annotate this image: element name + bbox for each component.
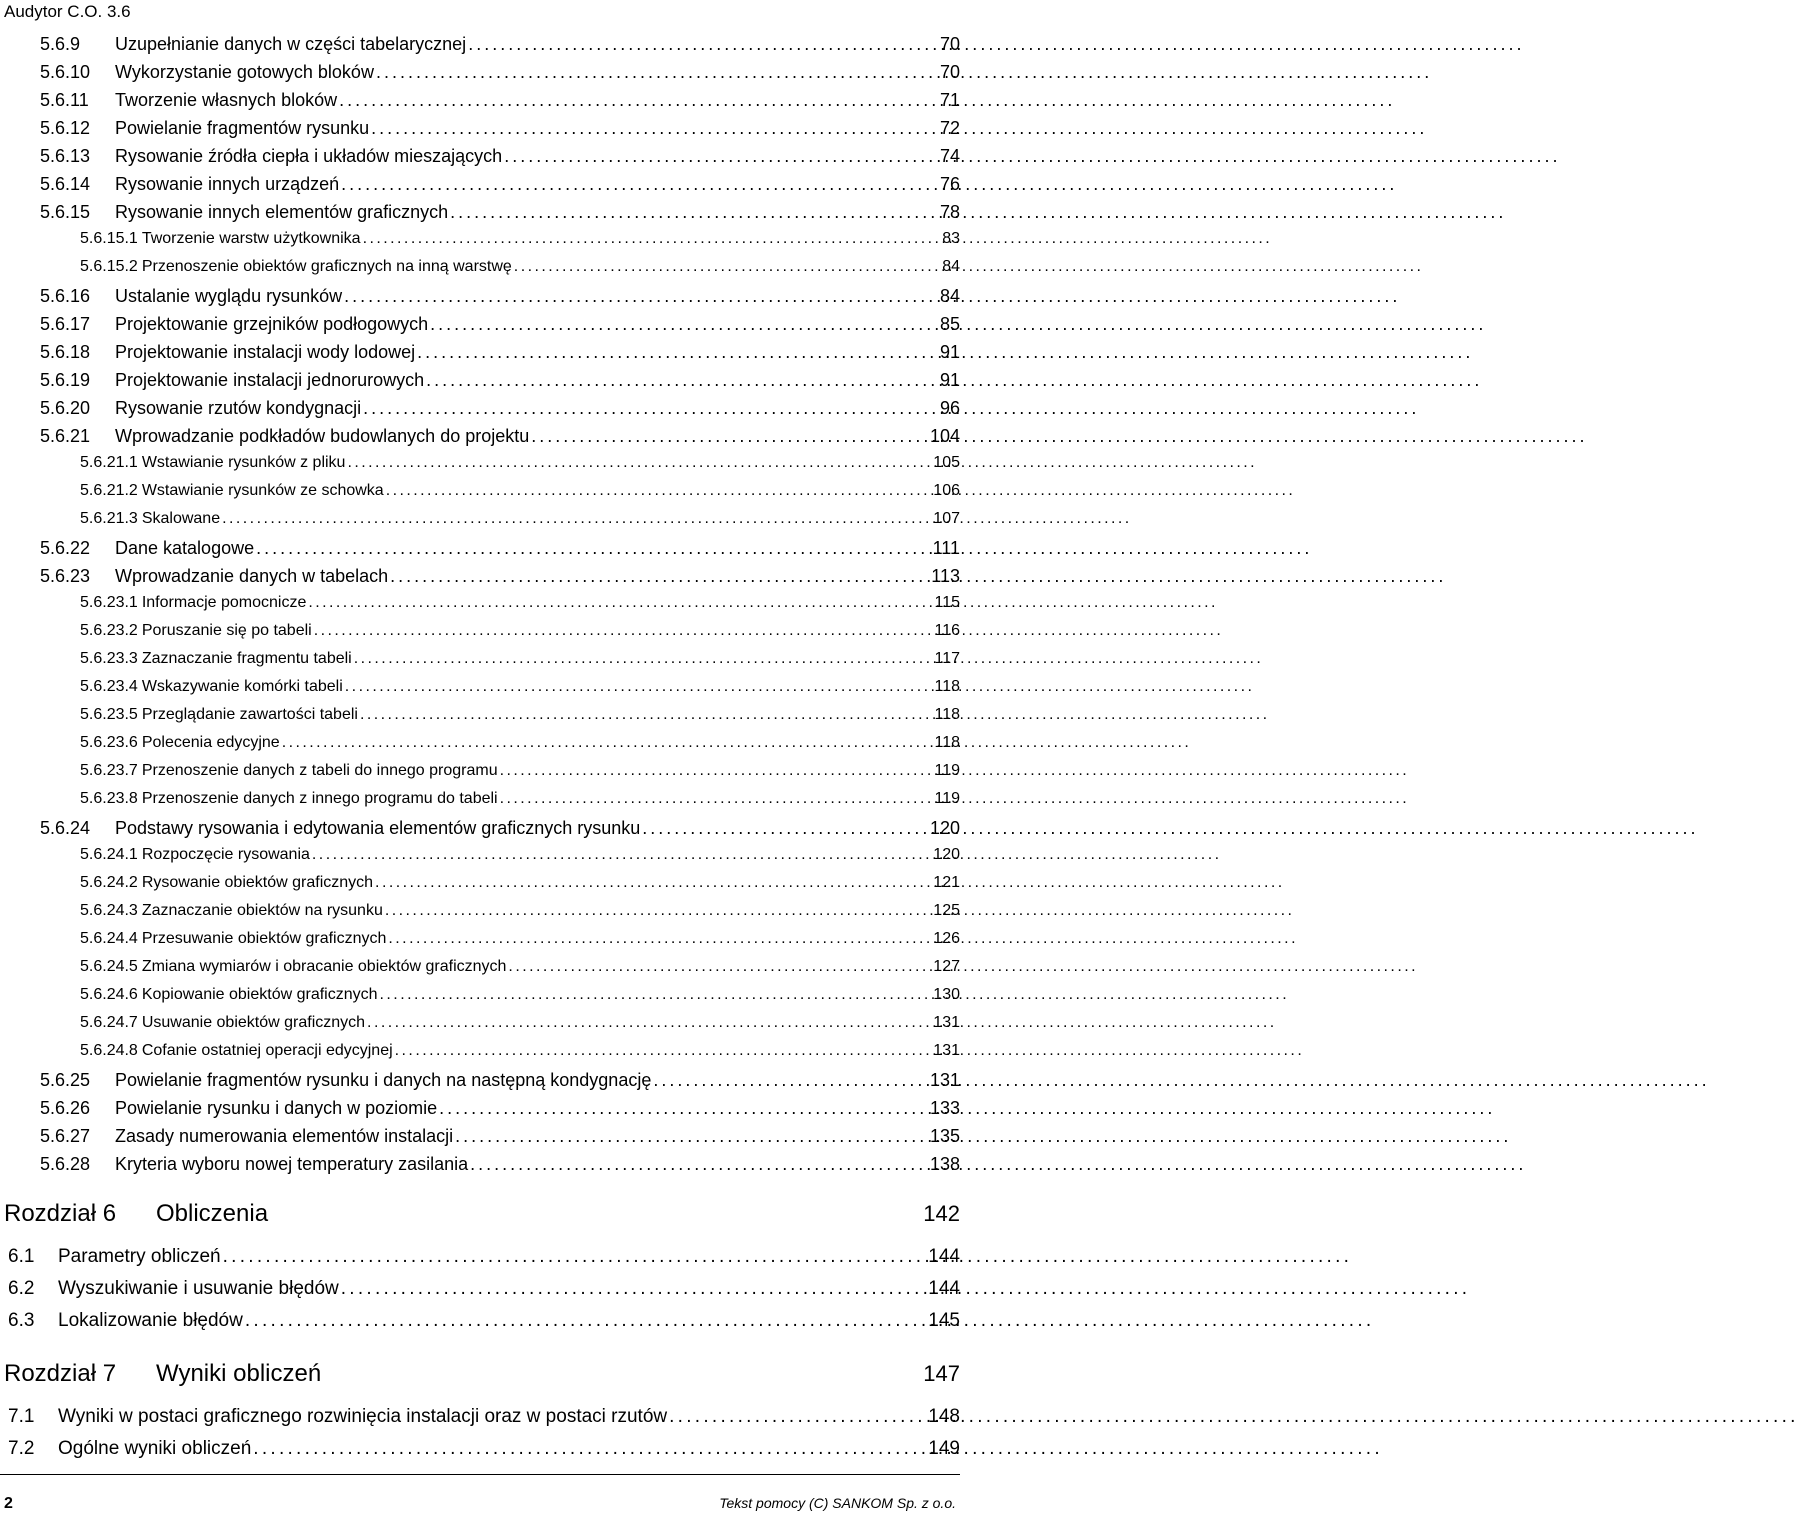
toc-entry-title: Kryteria wyboru nowej temperatury zasilania: [115, 1154, 469, 1174]
toc-entry[interactable]: [0, 1070, 960, 1098]
toc-dot-leader: [371, 118, 904, 139]
toc-entry-title: Rysowanie źródła ciepła i układów mieszających: [115, 146, 503, 166]
toc-entry-title: Ustalanie wyglądu rysunków: [115, 286, 343, 306]
toc-entry-title: Ogólne wyniki obliczeń: [58, 1438, 252, 1459]
toc-chapter-heading[interactable]: [0, 1186, 960, 1242]
toc-entry-page: 118: [934, 678, 960, 695]
toc-entry-number: 5.6.23.1: [80, 594, 138, 611]
toc-dot-leader: [256, 538, 904, 559]
toc-entry-number: 5.6.23.2: [80, 622, 138, 639]
toc-entry-title: Rysowanie obiektów graficznych: [141, 874, 374, 891]
toc-dot-leader: [439, 1098, 904, 1119]
toc-entry[interactable]: [0, 846, 960, 874]
toc-entry[interactable]: [0, 818, 960, 846]
toc-entry-page: 107: [933, 510, 960, 527]
toc-entry-title: Zaznaczanie fragmentu tabeli: [141, 650, 352, 667]
page-footer: [0, 1474, 960, 1513]
toc-dot-leader: [245, 1310, 904, 1332]
toc-dot-leader: [385, 902, 904, 920]
toc-dot-leader: [312, 846, 904, 864]
toc-entry-page: 111: [932, 538, 960, 558]
toc-entry-number: 5.6.23.6: [80, 734, 138, 751]
toc-entry-page: 144: [928, 1246, 960, 1267]
toc-entry-title: Wstawianie rysunków z pliku: [141, 454, 346, 471]
toc-entry-page: 96: [939, 398, 960, 418]
toc-dot-leader: [222, 510, 904, 528]
toc-dot-leader: [367, 1014, 904, 1032]
toc-entry-page: 119: [934, 790, 960, 807]
toc-entry-page: 78: [939, 202, 960, 222]
toc-entry-page: 120: [929, 818, 960, 838]
toc-entry[interactable]: [0, 202, 960, 230]
toc-entry-title: Wyszukiwanie i usuwanie błędów: [58, 1278, 339, 1299]
toc-entry-title: Rozpoczęcie rysowania: [141, 846, 310, 863]
toc-entry-page: 115: [934, 594, 960, 611]
toc-dot-leader: [360, 706, 904, 724]
toc-entry[interactable]: [0, 566, 960, 594]
toc-entry-number: 5.6.21.1: [80, 454, 138, 471]
toc-entry-number: 5.6.23.4: [80, 678, 138, 695]
toc-entry[interactable]: [0, 1098, 960, 1126]
toc-entry-title: Rysowanie innych urządzeń: [115, 174, 340, 194]
toc-entry-title: Wyniki w postaci graficznego rozwinięcia instalacji oraz w postaci rzutów: [58, 1406, 668, 1427]
toc-entry-title: Zasady numerowania elementów instalacji: [115, 1126, 454, 1146]
toc-entry-title: Przenoszenie obiektów graficznych na inną warstwę: [141, 258, 512, 275]
toc-entry-number: 6.3: [8, 1310, 35, 1331]
toc-dot-leader: [430, 314, 904, 335]
toc-dot-leader: [341, 1278, 904, 1300]
toc-dot-leader: [395, 1042, 904, 1060]
toc-dot-leader: [514, 258, 904, 276]
toc-dot-leader: [653, 1070, 904, 1091]
toc-entry-title: Tworzenie własnych bloków: [115, 90, 338, 110]
toc-dot-leader: [363, 230, 904, 248]
toc-entry-page: 131: [933, 1042, 960, 1059]
toc-entry-number: 5.6.24.3: [80, 902, 138, 919]
toc-entry-page: 71: [939, 90, 960, 110]
toc-dot-leader: [455, 1126, 904, 1147]
toc-entry-number: 5.6.23.5: [80, 706, 138, 723]
toc-dot-leader: [314, 622, 904, 640]
toc-entry-page: 131: [929, 1070, 960, 1090]
toc-entry-number: 5.6.22: [40, 538, 91, 558]
toc-entry-page: 145: [928, 1310, 960, 1331]
footer-credit: Tekst pomocy (C) SANKOM Sp. z o.o.: [719, 1495, 956, 1511]
toc-entry-number: 7.2: [8, 1438, 35, 1459]
toc-dot-leader: [253, 1438, 904, 1460]
toc-entry[interactable]: [0, 286, 960, 314]
toc-entry-number: 5.6.15.2: [80, 258, 138, 275]
toc-entry-number: 6.2: [8, 1278, 35, 1299]
toc-entry-page: 121: [933, 874, 960, 891]
toc-entry-number: 5.6.19: [40, 370, 91, 390]
toc-dot-leader: [426, 370, 904, 391]
toc-entry-title: Wyniki obliczeń: [156, 1360, 322, 1387]
toc-entry-number: 5.6.17: [40, 314, 91, 334]
toc-dot-leader: [500, 790, 904, 808]
toc-dot-leader: [223, 1246, 904, 1268]
toc-entry[interactable]: [0, 678, 960, 706]
toc-entry-title: Przeglądanie zawartości tabeli: [141, 706, 358, 723]
toc-entry-title: Powielanie fragmentów rysunku i danych na następną kondygnację: [115, 1070, 652, 1090]
toc-entry[interactable]: [0, 1014, 960, 1042]
toc-entry[interactable]: [0, 874, 960, 902]
toc-entry-page: 72: [939, 118, 960, 138]
toc-entry-title: Usuwanie obiektów graficznych: [141, 1014, 366, 1031]
toc-entry[interactable]: [0, 118, 960, 146]
toc-entry-page: 113: [931, 566, 960, 586]
toc-dot-leader: [642, 818, 904, 839]
toc-entry-title: Wprowadzanie podkładów budowlanych do projektu: [115, 426, 530, 446]
toc-entry-page: 126: [933, 930, 960, 947]
toc-dot-leader: [390, 566, 904, 587]
toc-entry-page: 127: [933, 958, 960, 975]
toc-entry-title: Skalowane: [141, 510, 221, 527]
toc-entry-number: Rozdział 7: [4, 1360, 117, 1387]
toc-dot-leader: [470, 1154, 904, 1175]
toc-entry-number: 5.6.16: [40, 286, 91, 306]
toc-entry-number: 5.6.24.2: [80, 874, 138, 891]
toc-entry-number: 6.1: [8, 1246, 35, 1267]
toc-entry[interactable]: [0, 762, 960, 790]
toc-entry-title: Parametry obliczeń: [58, 1246, 221, 1267]
toc-entry-page: 85: [939, 314, 960, 334]
toc-entry[interactable]: [0, 1246, 960, 1278]
toc-entry-title: Przesuwanie obiektów graficznych: [141, 930, 387, 947]
toc-entry-title: Projektowanie grzejników podłogowych: [115, 314, 429, 334]
toc-entry-title: Obliczenia: [156, 1200, 269, 1227]
toc-dot-leader: [344, 286, 904, 307]
toc-entry[interactable]: [0, 538, 960, 566]
toc-entry-page: 106: [933, 482, 960, 499]
toc-entry-number: 5.6.24.7: [80, 1014, 138, 1031]
toc-dot-leader: [363, 398, 904, 419]
toc-entry-page: 147: [923, 1361, 960, 1386]
toc-entry-page: 70: [939, 62, 960, 82]
toc-entry-title: Projektowanie instalacji jednorurowych: [115, 370, 425, 390]
toc-dot-leader: [282, 734, 904, 752]
toc-entry-number: 5.6.23.3: [80, 650, 138, 667]
toc-entry-page: 135: [929, 1126, 960, 1146]
toc-entry-title: Powielanie rysunku i danych w poziomie: [115, 1098, 438, 1118]
toc-entry[interactable]: [0, 790, 960, 818]
toc-entry[interactable]: [0, 1126, 960, 1154]
toc-entry-title: Wskazywanie komórki tabeli: [141, 678, 343, 695]
toc-entry-page: 130: [933, 986, 960, 1003]
toc-entry[interactable]: [0, 986, 960, 1014]
toc-entry[interactable]: [0, 594, 960, 622]
toc-dot-leader: [341, 174, 904, 195]
toc-entry-page: 91: [939, 342, 960, 362]
toc-entry-page: 148: [928, 1406, 960, 1427]
toc-entry-page: 70: [939, 34, 960, 54]
toc-entry[interactable]: [0, 510, 960, 538]
toc-entry[interactable]: [0, 1042, 960, 1070]
toc-entry-title: Informacje pomocnicze: [141, 594, 307, 611]
toc-entry[interactable]: [0, 454, 960, 482]
toc-entry-title: Rysowanie rzutów kondygnacji: [115, 398, 362, 418]
toc-entry-number: 5.6.28: [40, 1154, 91, 1174]
toc-entry-number: 5.6.24.5: [80, 958, 138, 975]
toc-dot-leader: [347, 454, 904, 472]
toc-dot-leader: [669, 1406, 904, 1428]
toc-entry-title: Tworzenie warstw użytkownika: [141, 230, 361, 247]
toc-entry-number: 5.6.24.8: [80, 1042, 138, 1059]
toc-entry[interactable]: [0, 230, 960, 258]
toc-entry-number: 5.6.12: [40, 118, 91, 138]
toc-dot-leader: [386, 482, 904, 500]
toc-entry-number: 5.6.11: [40, 90, 89, 110]
toc-entry-page: 144: [928, 1278, 960, 1299]
toc-entry[interactable]: [0, 1310, 960, 1342]
toc-entry-number: 5.6.25: [40, 1070, 91, 1090]
toc-dot-leader: [388, 930, 904, 948]
toc-entry-page: 118: [934, 706, 960, 723]
toc-entry-title: Zmiana wymiarów i obracanie obiektów graficznych: [141, 958, 507, 975]
toc-entry-number: 5.6.21.3: [80, 510, 138, 527]
toc-entry-number: 5.6.21: [40, 426, 91, 446]
toc-entry-number: 5.6.24.6: [80, 986, 138, 1003]
toc-entry-page: 119: [934, 762, 960, 779]
toc-entry-title: Projektowanie instalacji wody lodowej: [115, 342, 416, 362]
toc-entry-title: Przenoszenie danych z innego programu do tabeli: [141, 790, 498, 807]
toc-entry[interactable]: [0, 314, 960, 342]
toc-entry-title: Cofanie ostatniej operacji edycyjnej: [141, 1042, 393, 1059]
toc-entry[interactable]: [0, 426, 960, 454]
toc-entry-number: 5.6.24: [40, 818, 91, 838]
toc-entry[interactable]: [0, 930, 960, 958]
toc-entry-title: Poruszanie się po tabeli: [141, 622, 312, 639]
toc-entry-number: 5.6.23.7: [80, 762, 138, 779]
toc-entry[interactable]: [0, 706, 960, 734]
toc-entry-page: 116: [934, 622, 960, 639]
toc-dot-leader: [508, 958, 904, 976]
document-header: Audytor C.O. 3.6: [4, 2, 131, 21]
toc-entry-title: Powielanie fragmentów rysunku: [115, 118, 370, 138]
toc-dot-leader: [500, 762, 904, 780]
toc-entry-title: Kopiowanie obiektów graficznych: [141, 986, 378, 1003]
toc-entry-number: 5.6.27: [40, 1126, 91, 1146]
toc-entry-page: 74: [939, 146, 960, 166]
toc-dot-leader: [468, 34, 904, 55]
toc-entry-page: 138: [929, 1154, 960, 1174]
toc-entry-number: 5.6.23.8: [80, 790, 138, 807]
toc-dot-leader: [417, 342, 904, 363]
toc-entry-number: 5.6.14: [40, 174, 91, 194]
toc-entry-page: 133: [929, 1098, 960, 1118]
toc-entry-number: 5.6.10: [40, 62, 91, 82]
toc-entry-page: 149: [928, 1438, 960, 1459]
toc-entry[interactable]: [0, 342, 960, 370]
toc-entry-page: 105: [933, 454, 960, 471]
toc-dot-leader: [339, 90, 904, 111]
toc-entry[interactable]: [0, 174, 960, 202]
toc-entry-number: 5.6.9: [40, 34, 81, 54]
toc-entry-title: Dane katalogowe: [115, 538, 255, 558]
toc-entry-page: 83: [942, 230, 960, 247]
toc-entry-page: 104: [929, 426, 960, 446]
toc-dot-leader: [450, 202, 904, 223]
toc-entry-number: 5.6.13: [40, 146, 91, 166]
toc-entry[interactable]: [0, 1278, 960, 1310]
toc-entry-page: 125: [933, 902, 960, 919]
toc-entry-page: 117: [934, 650, 960, 667]
table-of-contents: [0, 34, 960, 1470]
toc-dot-leader: [375, 874, 904, 892]
toc-dot-leader: [531, 426, 904, 447]
toc-entry[interactable]: [0, 958, 960, 986]
toc-entry-page: 84: [939, 286, 960, 306]
toc-entry[interactable]: [0, 1438, 960, 1470]
toc-entry-number: 5.6.23: [40, 566, 91, 586]
toc-entry-title: Przenoszenie danych z tabeli do innego programu: [141, 762, 498, 779]
toc-dot-leader: [354, 650, 904, 668]
toc-dot-leader: [504, 146, 904, 167]
toc-entry-title: Lokalizowanie błędów: [58, 1310, 243, 1331]
toc-entry[interactable]: [0, 1406, 960, 1438]
toc-entry[interactable]: [0, 90, 960, 118]
toc-dot-leader: [345, 678, 904, 696]
toc-entry-number: 5.6.18: [40, 342, 91, 362]
toc-entry[interactable]: [0, 622, 960, 650]
toc-entry[interactable]: [0, 146, 960, 174]
toc-entry-number: Rozdział 6: [4, 1200, 117, 1227]
toc-entry[interactable]: [0, 62, 960, 90]
toc-entry[interactable]: [0, 1154, 960, 1182]
toc-entry-page: 131: [933, 1014, 960, 1031]
toc-entry-page: 120: [933, 846, 960, 863]
toc-entry[interactable]: [0, 398, 960, 426]
toc-entry-page: 118: [934, 734, 960, 751]
toc-entry-title: Zaznaczanie obiektów na rysunku: [141, 902, 383, 919]
toc-entry[interactable]: [0, 650, 960, 678]
toc-entry-title: Wstawianie rysunków ze schowka: [141, 482, 384, 499]
toc-entry-title: Wykorzystanie gotowych bloków: [115, 62, 374, 82]
toc-dot-leader: [376, 62, 904, 83]
toc-entry-title: Polecenia edycyjne: [141, 734, 280, 751]
toc-entry-number: 5.6.15: [40, 202, 91, 222]
toc-entry-page: 76: [939, 174, 960, 194]
toc-entry[interactable]: [0, 482, 960, 510]
toc-entry-title: Podstawy rysowania i edytowania elementów graficznych rysunku: [115, 818, 641, 838]
toc-entry-page: 91: [939, 370, 960, 390]
toc-entry-number: 5.6.26: [40, 1098, 91, 1118]
toc-entry-number: 5.6.20: [40, 398, 91, 418]
toc-entry-title: Wprowadzanie danych w tabelach: [115, 566, 389, 586]
toc-entry-title: Rysowanie innych elementów graficznych: [115, 202, 449, 222]
toc-entry-number: 5.6.21.2: [80, 482, 138, 499]
toc-entry[interactable]: [0, 734, 960, 762]
toc-entry-page: 84: [942, 258, 960, 275]
toc-entry[interactable]: [0, 370, 960, 398]
toc-entry[interactable]: [0, 258, 960, 286]
toc-dot-leader: [380, 986, 904, 1004]
toc-entry-number: 5.6.15.1: [80, 230, 138, 247]
toc-entry-page: 142: [923, 1201, 960, 1226]
toc-entry[interactable]: [0, 902, 960, 930]
toc-entry[interactable]: [0, 34, 960, 62]
toc-entry-number: 5.6.24.4: [80, 930, 138, 947]
toc-entry-title: Uzupełnianie danych w części tabelarycznej: [115, 34, 467, 54]
page-number: 2: [4, 1495, 13, 1512]
toc-chapter-heading[interactable]: [0, 1346, 960, 1402]
toc-entry-number: 7.1: [8, 1406, 35, 1427]
toc-entry-number: 5.6.24.1: [80, 846, 138, 863]
toc-dot-leader: [308, 594, 904, 612]
